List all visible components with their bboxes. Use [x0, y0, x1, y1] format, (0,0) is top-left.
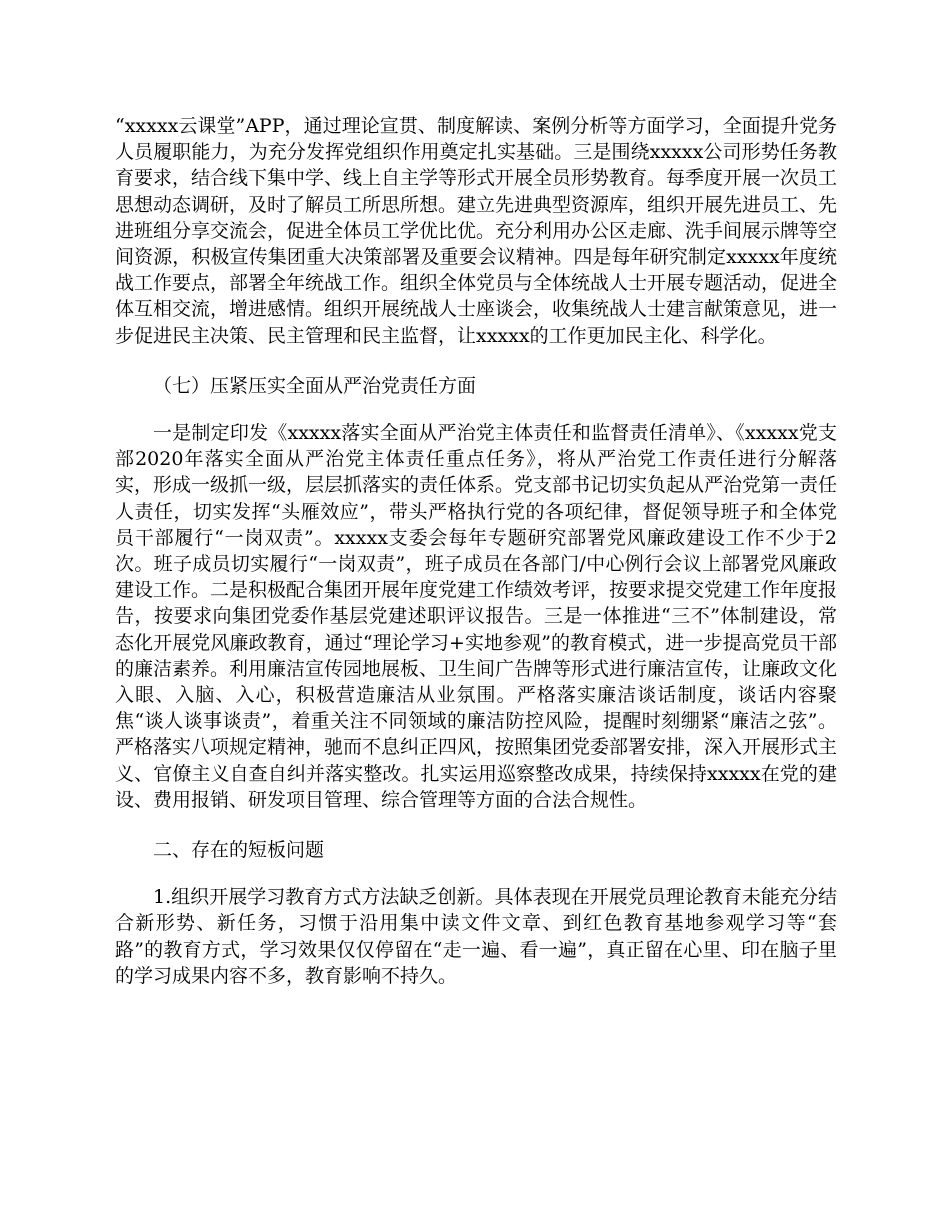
spacer: [115, 399, 837, 420]
section-heading-two: 二、存在的短板问题: [153, 839, 325, 862]
paragraph-problem-1: 1.组织开展学习教育方式方法缺乏创新。具体表现在开展党员理论教育未能充分结合新形势、新任务，习惯于沿用集中读文件文章、到红色教育基地参观学习等“套路”的教育方式，学习效果仅仅停留在“走一遍、看一遍”，真正留在心里、印在脑子里的学习成果内容不多，教育影响不持久。: [115, 886, 837, 987]
spacer: [115, 813, 837, 837]
paragraph-intro: “xxxxx云课堂”APP，通过理论宣贯、制度解读、案例分析等方面学习，全面提升党务人员履职能力，为充分发挥党组织作用奠定扎实基础。三是围绕xxxxx公司形势任务教育要求，结合线下集中学、线上自主学等形式开展全员形势教育。每季度开展一次员工思想动态调研，及时了解员工所思所想。建立先进典型资源库，组织开展先进员工、先进班组分享交流会，促进全体员工学优比优。充分利用办公区走廊、洗手间展示牌等空间资源，积极宣传集团重大决策部署及重要会议精神。四是每年研究制定xxxxx年度统战工作要点，部署全年统战工作。组织全体党员与全体统战人士开展专题活动，促进全体互相交流，增进感情。组织开展统战人士座谈会，收集统战人士建言献策意见，进一步促进民主决策、民主管理和民主监督，让xxxxx的工作更加民主化、科学化。: [115, 115, 838, 347]
paragraph-seven: 一是制定印发《xxxxx落实全面从严治党主体责任和监督责任清单》、《xxxxx党支部2020年落实全面从严治党主体责任重点任务》，将从严治党工作责任进行分解落实，形成一级抓一级，层层抓落实的责任体系。党支部书记切实负起从严治党第一责任人责任，切实发挥“头雁效应”，带头严格执行党的各项纪律，督促领导班子和全体党员干部履行“一岗双责”。xxxxx支委会每年专题研究部署党风廉政建设工作不少于2次。班子成员切实履行“一岗双责”，班子成员在各部门/中心例行会议上部署党风廉政建设工作。二是积极配合集团开展年度党建工作绩效考评，按要求提交党建工作年度报告，按要求向集团党委作基层党建述职评议报告。三是一体推进“三不”体制建设，常态化开展党风廉政教育，通过“理论学习+实地参观”的教育模式，进一步提高党员干部的廉洁素养。利用廉洁宣传园地展板、卫生间广告牌等形式进行廉洁宣传，让廉政文化入眼、入脑、入心，积极营造廉洁从业氛围。严格落实廉洁谈话制度，谈话内容聚焦“谈人谈事谈责”，着重关注不同领域的廉洁防控风险，提醒时刻绷紧“廉洁之弦”。严格落实八项规定精神，驰而不息纠正四风，按照集团党委部署安排，深入开展形式主义、官僚主义自查自纠并落实整改。扎实运用巡察整改成果，持续保持xxxxx在党的建设、费用报销、研发项目管理、综合管理等方面的合法合规性。: [115, 422, 838, 811]
spacer: [115, 349, 837, 373]
section-heading-seven: （七）压紧压实全面从严治党责任方面: [153, 374, 477, 397]
spacer: [115, 863, 837, 884]
document-page: [115, 113, 837, 989]
